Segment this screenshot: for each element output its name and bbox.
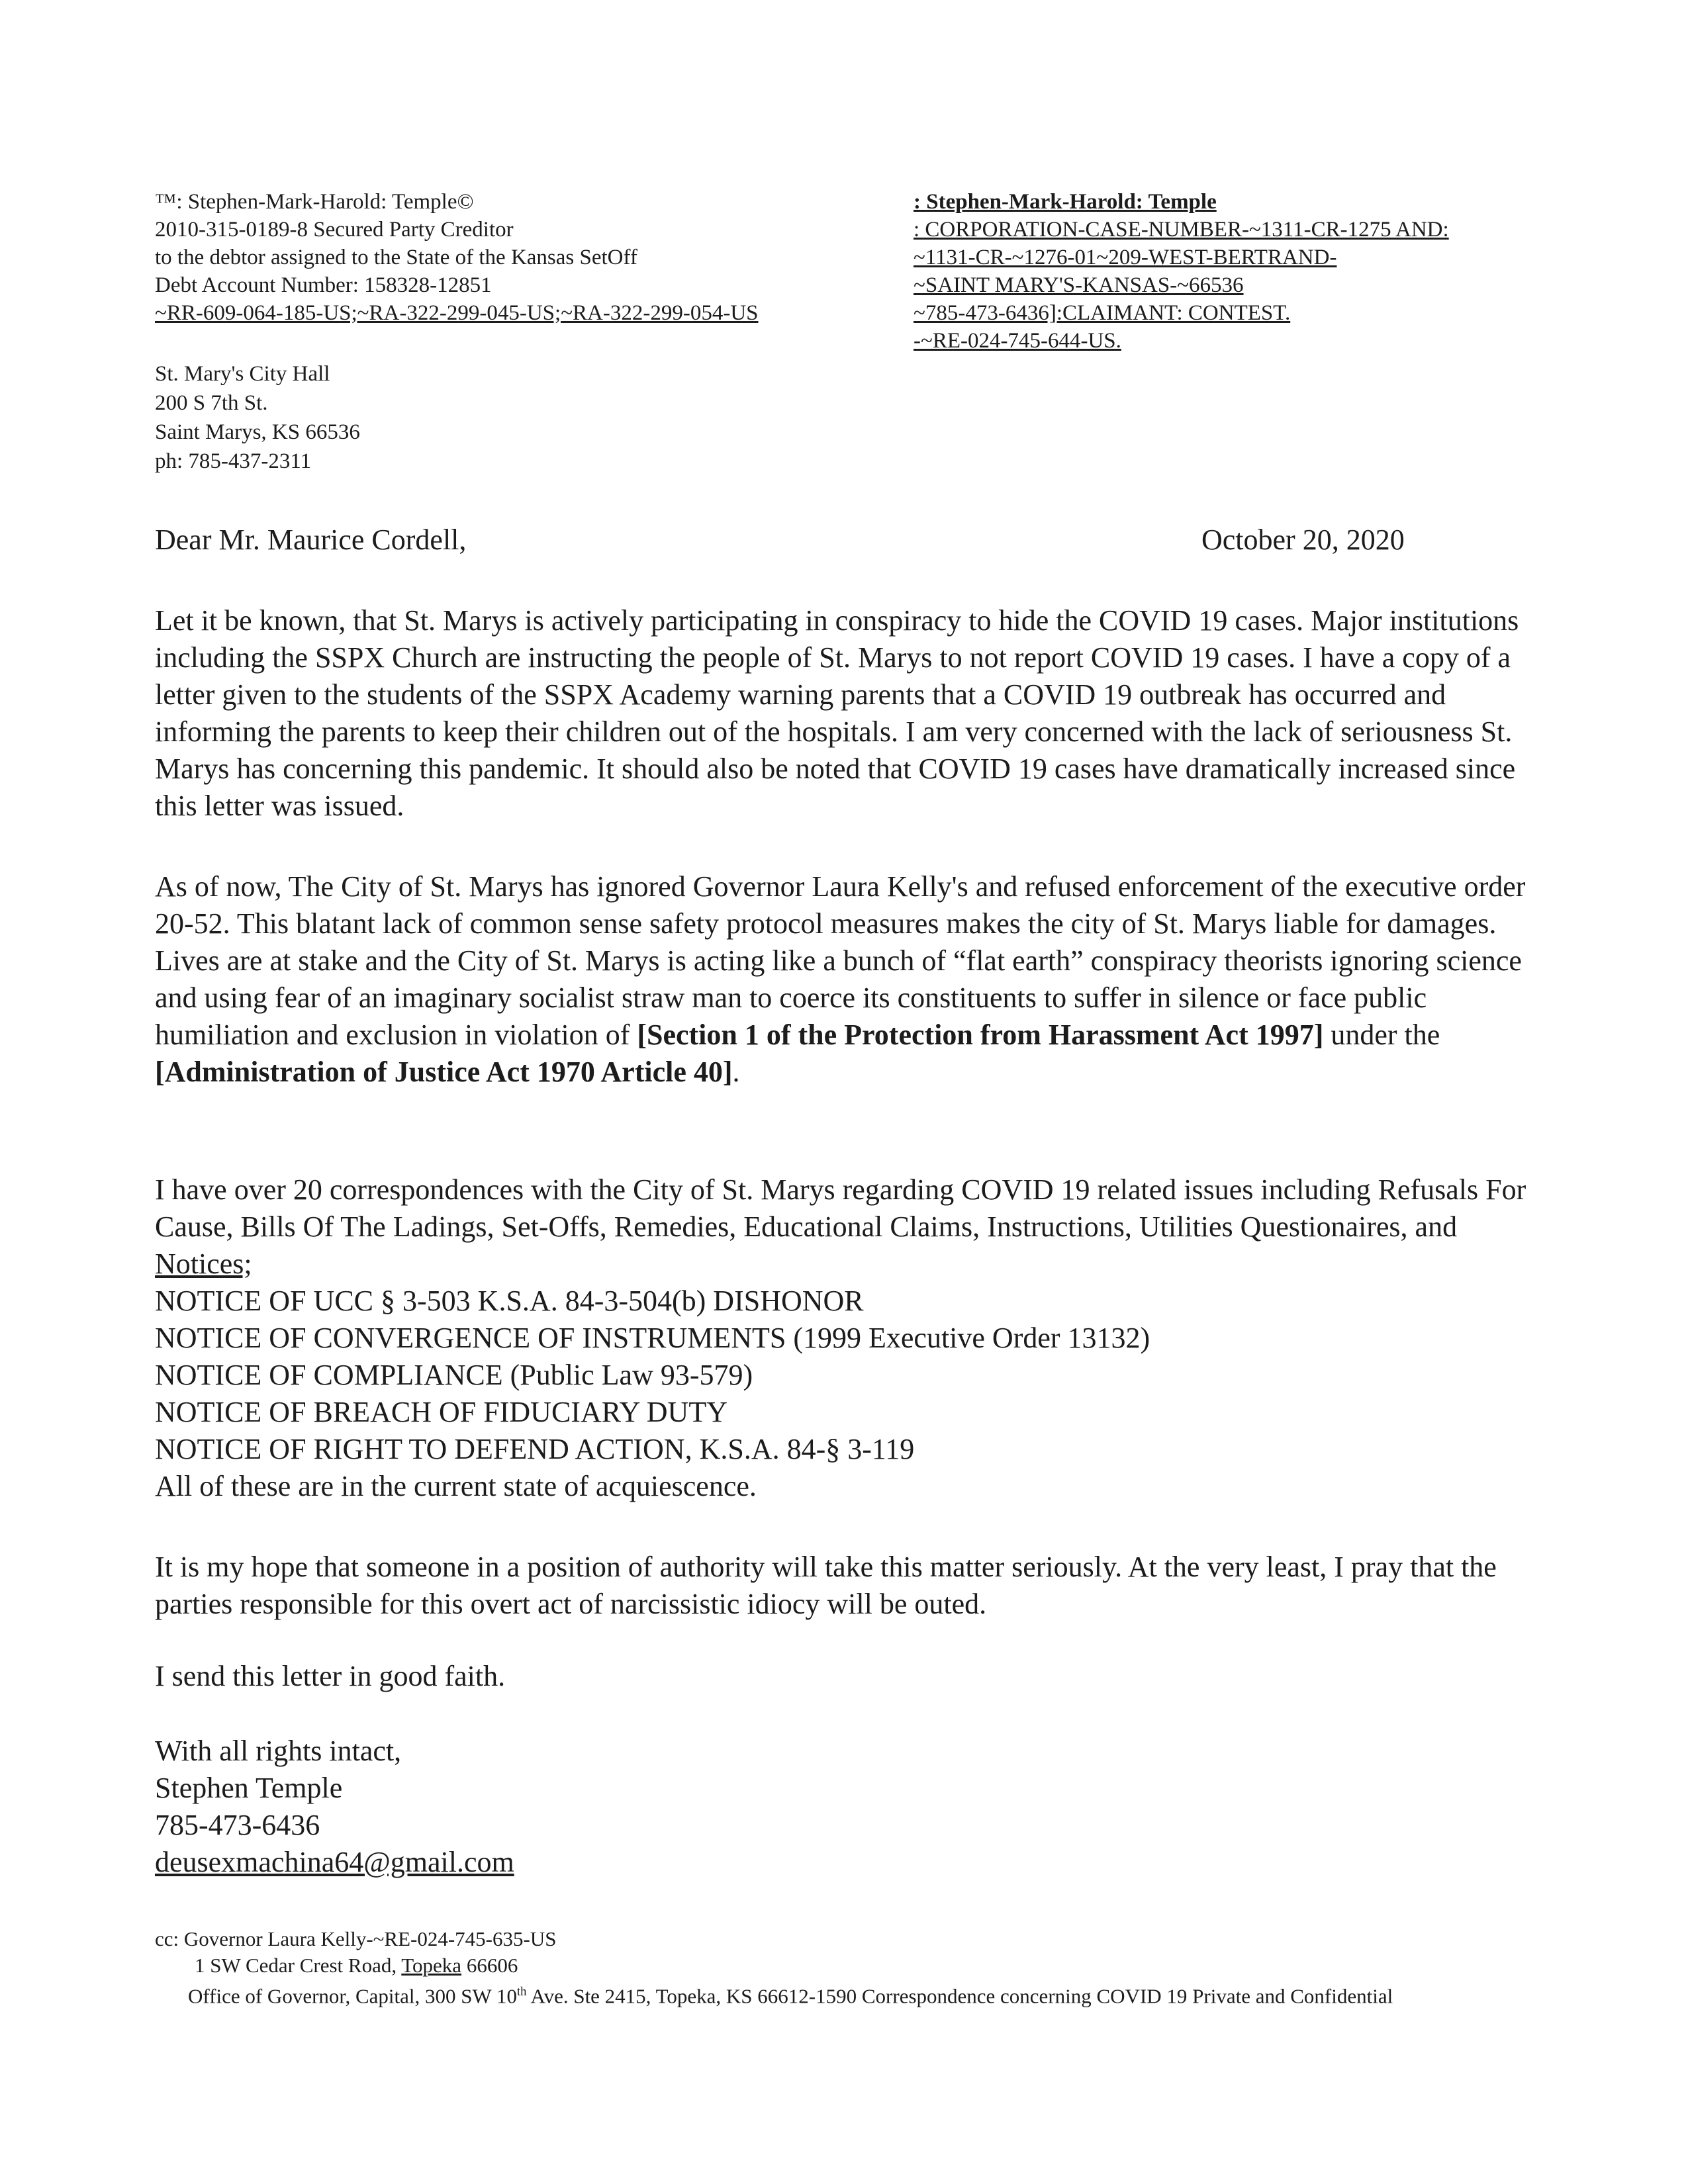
recipient-line-4: ph: 785-437-2311 <box>155 449 312 473</box>
cc-line-3-start: Office of Governor, Capital, 300 SW 10 <box>188 1984 517 2008</box>
paragraph-5: I send this letter in good faith. <box>155 1660 506 1692</box>
notices-label: Notices; <box>155 1248 252 1280</box>
paragraph-4: It is my hope that someone in a position of authority will take this matter seriously. At the very least, I pray that the parties responsible for this overt act of narcissistic idiocy will be outed. <box>155 1551 1497 1620</box>
cc-line-1: cc: Governor Laura Kelly-~RE-024-745-635-US <box>155 1927 557 1950</box>
claimant-line-3: ~1131-CR-~1276-01~209-WEST-BERTRAND- <box>914 246 1337 269</box>
claimant-line-4: ~SAINT MARY'S-KANSAS-~66536 <box>914 273 1244 297</box>
sender-block <box>155 188 759 327</box>
salutation: Dear Mr. Maurice Cordell, <box>155 523 467 556</box>
paragraph-3 <box>155 1171 1532 1505</box>
notice-item: NOTICE OF BREACH OF FIDUCIARY DUTY <box>155 1396 727 1428</box>
paragraph-3-closing: All of these are in the current state of acquiescence. <box>155 1470 757 1502</box>
sender-line-3: to the debtor assigned to the State of the Kansas SetOff <box>155 246 637 269</box>
sender-line-5: ~RR-609-064-185-US;~RA-322-299-045-US;~RA-322-299-054-US <box>155 301 759 325</box>
signature-email-link[interactable]: deusexmachina64@gmail.com <box>155 1846 514 1878</box>
recipient-line-3: Saint Marys, KS 66536 <box>155 420 360 444</box>
cc-line-2-street: 1 SW Cedar Crest Road, <box>195 1954 402 1977</box>
paragraph-2-end: . <box>732 1056 740 1088</box>
notice-item: NOTICE OF CONVERGENCE OF INSTRUMENTS (1999 Executive Order 13132) <box>155 1322 1150 1354</box>
paragraph-2-middle: under the <box>1323 1019 1440 1051</box>
sender-line-4: Debt Account Number: 158328-12851 <box>155 273 492 297</box>
paragraph-1: Let it be known, that St. Marys is actively participating in conspiracy to hide the COVID 19 cases. Major institutions including the SSPX Church are instructing the people of St. Marys to not report COVID 19 cases. I have a copy of a letter given to the students of the SSPX Academy warning parents that a COVID 19 outbreak has occurred and informing the parents to keep their children out of the hospitals. I am very concerned with the lack of seriousness St. Marys has concerning this pandemic. It should also be noted that COVID 19 cases have dramatically increased since this letter was issued. <box>155 604 1519 822</box>
cc-line-2-city: Topeka <box>401 1954 462 1977</box>
sender-line-1: ™: Stephen-Mark-Harold: Temple© <box>155 190 474 214</box>
cc-line-2-zip: 66606 <box>461 1954 518 1977</box>
letter-date: October 20, 2020 <box>1201 523 1405 556</box>
notice-item: NOTICE OF RIGHT TO DEFEND ACTION, K.S.A. 84-§ 3-119 <box>155 1433 915 1465</box>
recipient-line-2: 200 S 7th St. <box>155 391 268 415</box>
signature-block <box>155 1733 514 1881</box>
cc-line-3-end: Ave. Ste 2415, Topeka, KS 66612-1590 Correspondence concerning COVID 19 Private and Confidential <box>526 1984 1393 2008</box>
cc-line-2 <box>155 1952 1393 1979</box>
paragraph-2-text: As of now, The City of St. Marys has ignored Governor Laura Kelly's and refused enforcement of the executive order 20-52. This blatant lack of common sense safety protocol measures makes the city of St. Marys liable for damages. Lives are at stake and the City of St. Marys is acting like a bunch of “flat earth” conspiracy theorists ignoring science and using fear of an imaginary socialist straw man to coerce its constituents to suffer in silence or face public humiliation and exclusion in violation of <box>155 870 1526 1051</box>
cc-block <box>155 1926 1393 2009</box>
claimant-line-6: -~RE-024-745-644-US. <box>914 329 1121 353</box>
signature-phone: 785-473-6436 <box>155 1809 320 1841</box>
signature-closing: With all rights intact, <box>155 1735 402 1767</box>
paragraph-2 <box>155 868 1532 1091</box>
notice-item: NOTICE OF UCC § 3-503 K.S.A. 84-3-504(b) DISHONOR <box>155 1285 864 1317</box>
claimant-line-2: : CORPORATION-CASE-NUMBER-~1311-CR-1275 AND: <box>914 218 1449 242</box>
sender-line-2: 2010-315-0189-8 Secured Party Creditor <box>155 218 514 242</box>
cc-line-3 <box>155 1979 1393 2009</box>
paragraph-2-bold-2: [Administration of Justice Act 1970 Article 40] <box>155 1056 733 1088</box>
claimant-block <box>914 188 1449 355</box>
paragraph-3-text: I have over 20 correspondences with the City of St. Marys regarding COVID 19 related issues including Refusals For Cause, Bills Of The Ladings, Set-Offs, Remedies, Educational Claims, Instructions, Utilities Questionaires, and <box>155 1173 1526 1243</box>
cc-line-3-sup: th <box>516 1985 527 1999</box>
signature-name: Stephen Temple <box>155 1772 343 1804</box>
paragraph-2-bold-1: [Section 1 of the Protection from Harassment Act 1997] <box>637 1019 1324 1051</box>
recipient-address <box>155 359 360 476</box>
claimant-line-5: ~785-473-6436]:CLAIMANT: CONTEST. <box>914 301 1291 325</box>
notice-item: NOTICE OF COMPLIANCE (Public Law 93-579) <box>155 1359 753 1391</box>
claimant-line-1: : Stephen-Mark-Harold: Temple <box>914 190 1217 214</box>
recipient-line-1: St. Mary's City Hall <box>155 362 330 386</box>
